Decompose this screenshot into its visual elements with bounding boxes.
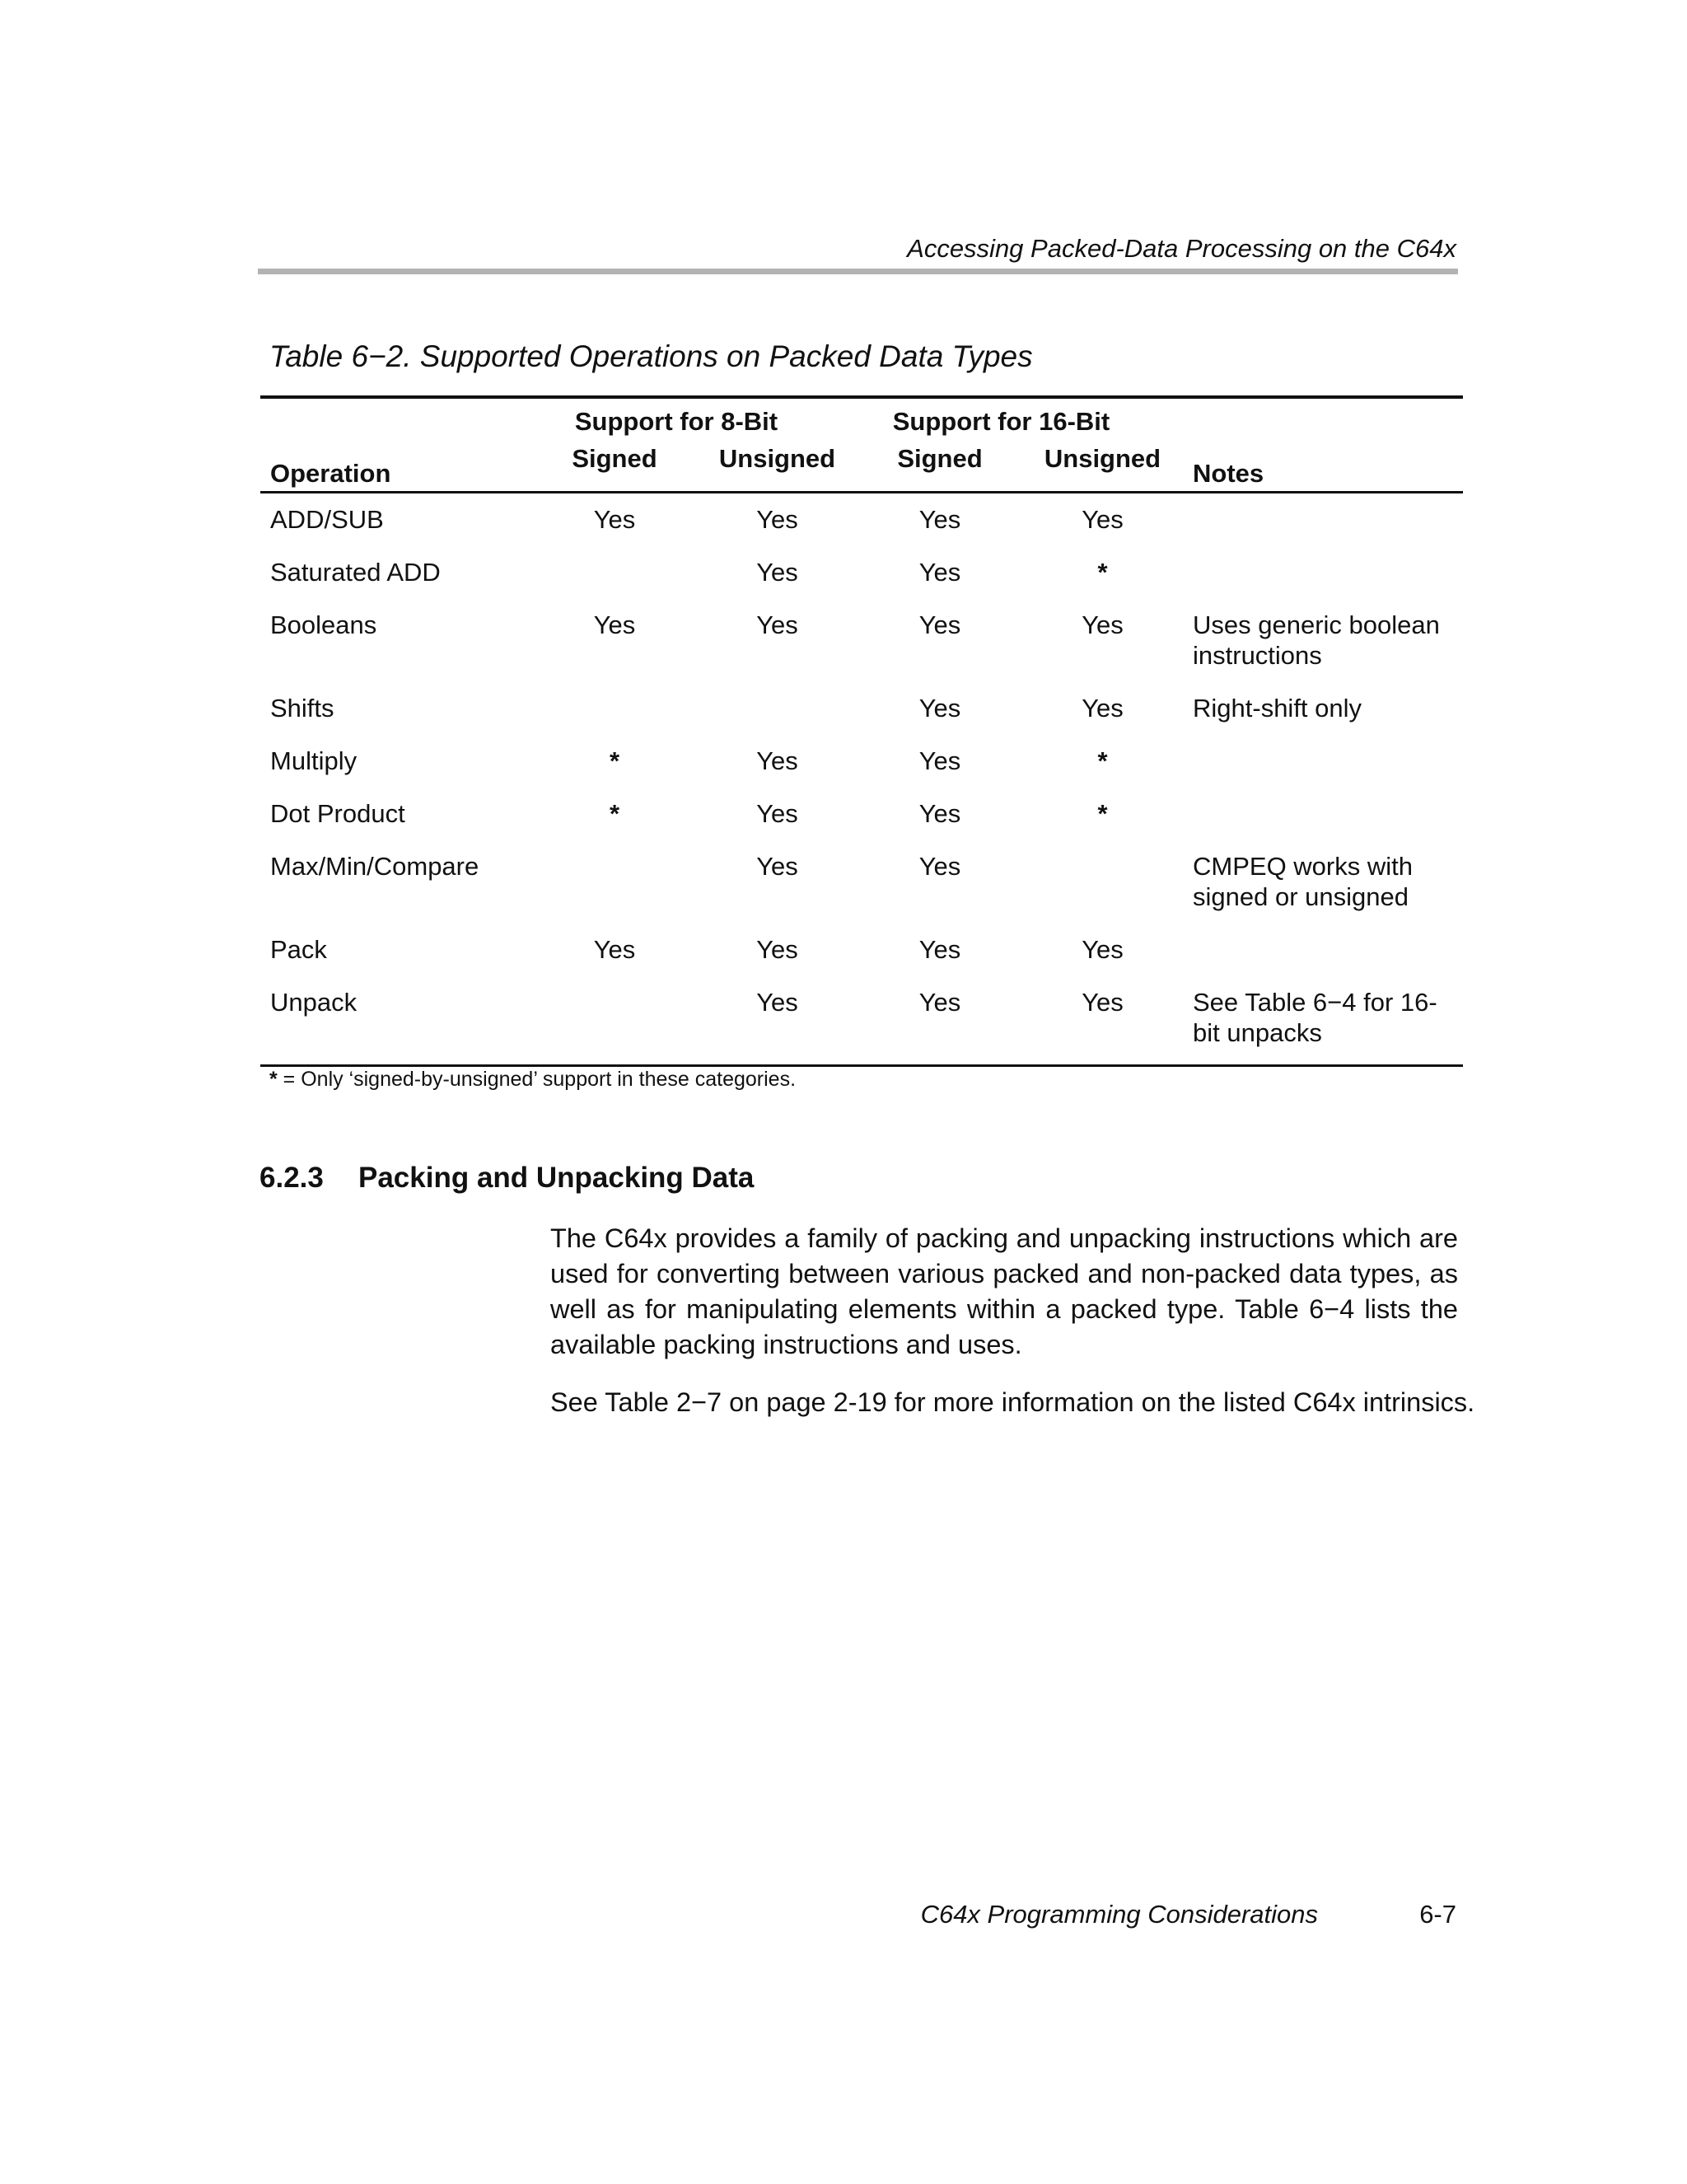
cell-operation: Shifts [270,694,334,723]
section-title: Packing and Unpacking Data [358,1162,755,1194]
footnote-marker: * [269,1068,278,1091]
cell-signed-8bit [532,973,697,1059]
cell-signed-16bit: Yes [918,852,961,881]
group-header-16bit: Support for 16-Bit [892,407,1110,436]
cell-operation: Multiply [270,746,357,775]
cell-unsigned-8bit: Yes [756,610,798,639]
cell-signed-8bit [532,543,697,596]
cell-notes [1183,732,1463,784]
section-heading [259,1159,754,1197]
cell-signed-16bit: Yes [918,558,961,587]
cell-unsigned-8bit: Yes [756,799,798,828]
table-caption: Table 6−2. Supported Operations on Packed Data Types [269,339,1033,373]
cell-notes [1183,920,1463,973]
cell-signed-16bit: Yes [918,746,961,775]
cell-notes: See Table 6−4 for 16-bit unpacks [1193,988,1437,1047]
column-header-unsigned-16bit: Unsigned [1044,444,1161,473]
cell-signed-16bit: Yes [918,799,961,828]
operations-table [260,395,1463,1067]
cell-signed-16bit: Yes [918,694,961,723]
cell-signed-8bit: Yes [593,505,636,534]
cell-signed-16bit: Yes [918,505,961,534]
body-paragraph: The C64x provides a family of packing and unpacking instructions which are used for converting between various packed and non-packed data types, as well as for manipulating elements within a packed type. Table 6−4 lists the available packing instructions and uses. [550,1223,1458,1359]
cell-signed-8bit: Yes [593,935,636,964]
cell-unsigned-8bit: Yes [756,852,798,881]
column-header-unsigned-8bit: Unsigned [718,444,836,473]
table-row [260,493,1463,543]
column-header-operation: Operation [270,459,391,488]
header-rule [258,269,1458,274]
cell-unsigned-8bit: Yes [756,505,798,534]
cell-operation: ADD/SUB [270,505,384,534]
cell-signed-8bit [532,837,697,920]
cell-unsigned-8bit [697,679,858,732]
cell-signed-8bit [532,679,697,732]
column-header-notes: Notes [1193,459,1264,488]
table-group-header-row [260,399,1463,443]
cell-unsigned-16bit: Yes [1082,988,1124,1017]
table-row [260,732,1463,784]
cell-unsigned-16bit: * [1097,558,1108,587]
cell-operation: Saturated ADD [270,558,441,587]
cell-notes: Uses generic boolean instructions [1193,610,1440,670]
table-row [260,543,1463,596]
cell-notes [1183,543,1463,596]
cell-unsigned-16bit: Yes [1082,694,1124,723]
cell-operation: Pack [270,935,327,964]
cell-notes [1183,493,1463,543]
table-row [260,679,1463,732]
table-row [260,784,1463,837]
cell-notes: Right-shift only [1193,694,1362,723]
table-row [260,920,1463,973]
table-body [260,443,1463,491]
section-number: 6.2.3 [259,1162,324,1194]
table-rows [260,493,1463,1059]
running-header: Accessing Packed-Data Processing on the C64x [907,234,1456,263]
cell-signed-16bit: Yes [918,988,961,1017]
column-header-signed-8bit: Signed [572,444,657,473]
cell-signed-8bit: * [609,799,620,828]
cell-unsigned-16bit: * [1097,799,1108,828]
cell-unsigned-16bit: * [1097,746,1108,775]
cell-unsigned-16bit: Yes [1082,505,1124,534]
cell-unsigned-8bit: Yes [756,746,798,775]
cell-signed-16bit: Yes [918,935,961,964]
cell-unsigned-16bit [1022,837,1183,920]
cell-operation: Dot Product [270,799,405,828]
cell-notes: CMPEQ works with signed or unsigned [1193,852,1413,911]
group-header-8bit: Support for 8-Bit [574,407,778,436]
column-header-signed-16bit: Signed [897,444,983,473]
table-row [260,973,1463,1059]
table-row [260,596,1463,679]
cell-notes [1183,784,1463,837]
cell-unsigned-8bit: Yes [756,988,798,1017]
footnote-text: = Only ‘signed-by-unsigned’ support in these categories. [277,1068,797,1091]
page-number: 6-7 [1419,1900,1456,1929]
cell-signed-8bit: * [609,746,620,775]
cell-operation: Booleans [270,610,377,639]
cell-unsigned-16bit: Yes [1082,610,1124,639]
table-header-row [260,443,1463,491]
footer-title: C64x Programming Considerations [920,1900,1318,1929]
cell-operation: Max/Min/Compare [270,852,479,881]
table-row [260,837,1463,920]
cell-unsigned-8bit: Yes [756,558,798,587]
cell-unsigned-8bit: Yes [756,935,798,964]
cell-signed-16bit: Yes [918,610,961,639]
cell-unsigned-16bit: Yes [1082,935,1124,964]
cell-signed-8bit: Yes [593,610,636,639]
table-footnote [269,1066,796,1092]
cell-operation: Unpack [270,988,357,1017]
body-paragraph: See Table 2−7 on page 2-19 for more information on the listed C64x intrinsics. [550,1387,1475,1417]
